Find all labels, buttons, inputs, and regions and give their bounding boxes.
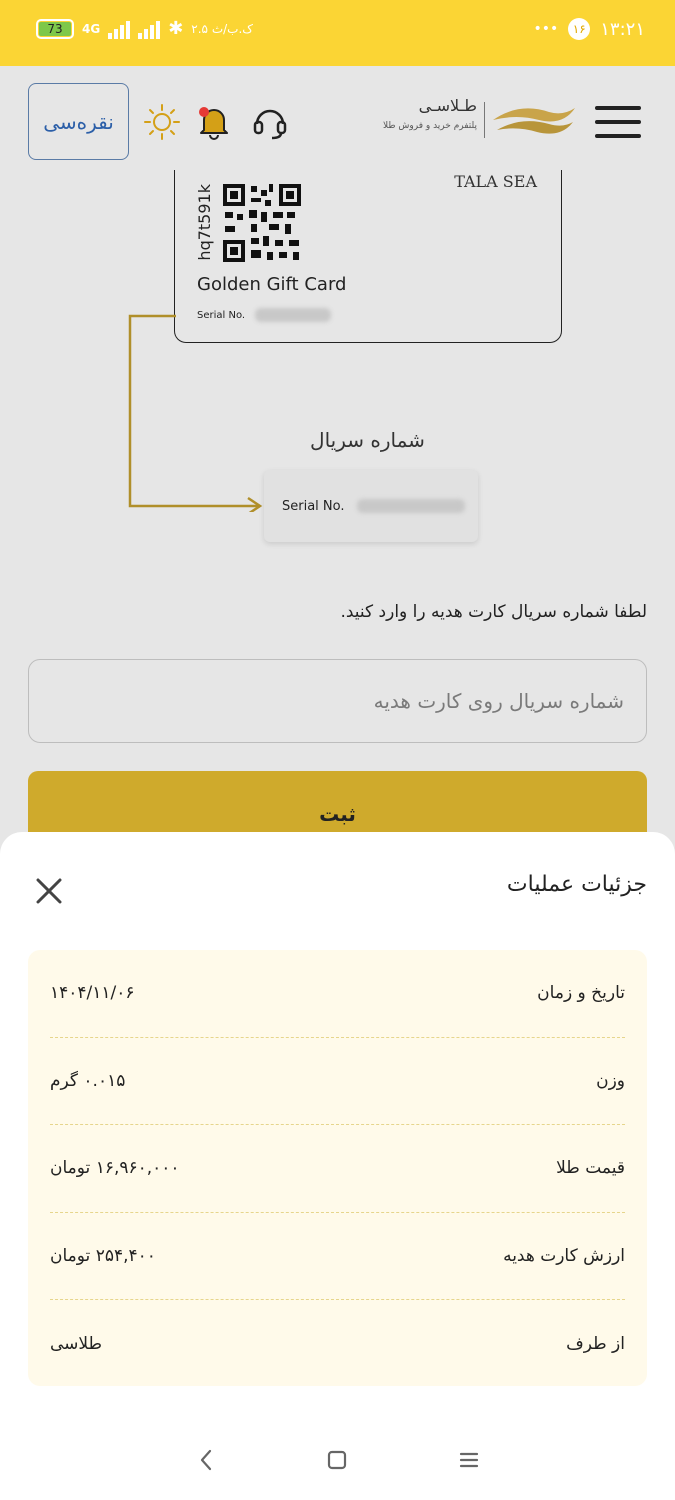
transaction-details-sheet xyxy=(0,832,675,1500)
hamburger-menu-icon[interactable] xyxy=(595,106,641,138)
close-icon[interactable] xyxy=(34,876,64,906)
detail-row-gold-price xyxy=(50,1125,625,1213)
card-serial-label: Serial No. xyxy=(197,309,246,321)
support-headset-icon[interactable] xyxy=(250,102,290,142)
detail-row-card-value xyxy=(50,1213,625,1301)
logo-text xyxy=(383,96,477,131)
detail-label: قیمت طلا xyxy=(556,1158,625,1179)
bluetooth-icon: ✱ xyxy=(168,18,184,39)
notification-count-badge: ۱۶ xyxy=(568,18,590,40)
system-nav-bar xyxy=(0,1420,675,1500)
status-left xyxy=(36,18,253,39)
card-code: hq7t591k xyxy=(195,184,214,261)
clock: ۱۳:۲۱ xyxy=(600,18,645,40)
instruction-text: لطفا شماره سریال کارت هدیه را وارد کنید. xyxy=(340,602,647,622)
detail-label: از طرف xyxy=(566,1333,625,1354)
card-brand: TALA SEA xyxy=(454,172,537,191)
connector-arrow xyxy=(124,309,274,512)
signal-2-icon xyxy=(138,19,160,39)
submit-button[interactable]: ثبت xyxy=(28,771,647,857)
signal-icon xyxy=(108,19,130,39)
serial-box-blurred xyxy=(357,499,465,513)
recents-lines-icon[interactable] xyxy=(454,1445,484,1475)
detail-value: ۰.۰۱۵ گرم xyxy=(50,1070,126,1091)
serial-input[interactable] xyxy=(28,659,647,743)
battery-level: 73 xyxy=(39,22,71,36)
back-chevron-icon[interactable] xyxy=(191,1445,221,1475)
notification-bell-icon[interactable] xyxy=(194,102,234,142)
battery-icon xyxy=(36,19,74,39)
card-title: Golden Gift Card xyxy=(197,274,347,295)
detail-row-weight xyxy=(50,1038,625,1126)
detail-value: طلاسی xyxy=(50,1333,103,1354)
status-bar xyxy=(0,0,675,66)
detail-label: ارزش کارت هدیه xyxy=(503,1245,625,1266)
detail-row-from xyxy=(50,1300,625,1388)
logo-divider xyxy=(484,102,485,138)
sun-icon[interactable] xyxy=(142,102,182,142)
silver-button[interactable]: نقره‌سی xyxy=(28,83,129,160)
network-type: 4G xyxy=(82,21,101,36)
detail-label: تاریخ و زمان xyxy=(537,983,625,1004)
serial-box-label: Serial No. xyxy=(282,498,345,514)
home-square-icon[interactable] xyxy=(322,1445,352,1475)
serial-section-title: شماره سریال xyxy=(310,428,425,452)
sheet-title: جزئیات عملیات xyxy=(506,872,647,897)
logo-name: طـلاسـی xyxy=(418,96,477,115)
details-panel xyxy=(28,950,647,1386)
detail-value: ۲۵۴,۴۰۰ تومان xyxy=(50,1245,156,1266)
qr-code-icon xyxy=(223,184,301,262)
logo-waves-icon xyxy=(489,98,577,142)
detail-value: ۱۴۰۴/۱۱/۰۶ xyxy=(50,983,135,1004)
detail-value: ۱۶,۹۶۰,۰۰۰ تومان xyxy=(50,1158,180,1179)
status-right xyxy=(533,18,645,40)
detail-row-date xyxy=(50,950,625,1038)
app-header xyxy=(0,66,675,178)
data-speed: ۲.۵ ک.ب/ث xyxy=(191,21,254,36)
serial-example-box xyxy=(264,470,478,542)
brand-logo xyxy=(381,96,577,144)
logo-tagline: پلتفرم خرید و فروش طلا xyxy=(383,121,477,131)
detail-label: وزن xyxy=(596,1070,625,1091)
more-dots: ••• xyxy=(533,21,559,37)
